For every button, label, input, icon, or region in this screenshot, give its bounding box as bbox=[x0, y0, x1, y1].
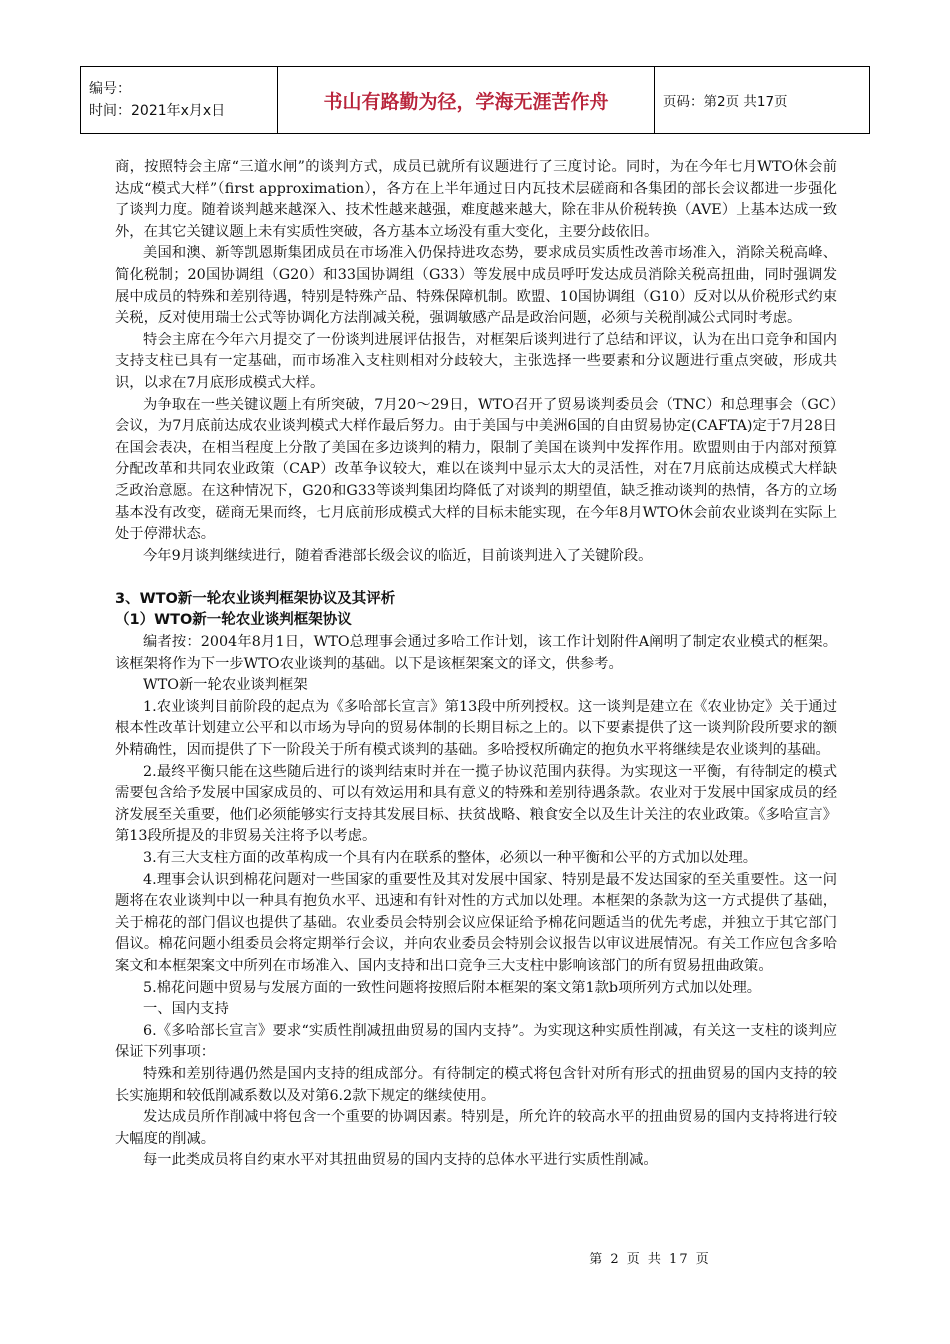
paragraph: 编者按：2004年8月1日，WTO总理事会通过多哈工作计划，该工作计划附件A阐明了制定农业模式的框架。该框架将作为下一步WTO农业谈判的基础。以下是该框架案文的译文，供参考。 bbox=[115, 634, 837, 672]
document-number-label: 编号： bbox=[89, 81, 131, 97]
paragraph: 特殊和差别待遇仍然是国内支持的组成部分。有待制定的模式将包含针对所有形式的扭曲贸易的国内支持的较长实施期和较低削减系数以及对第6.2款下规定的继续使用。 bbox=[115, 1065, 837, 1104]
header-page-label: 页码：第2页 共17页 bbox=[655, 67, 870, 134]
section-heading: 3、WTO新一轮农业谈判框架协议及其评析 bbox=[115, 590, 396, 607]
document-body bbox=[115, 157, 837, 1172]
paragraph: 5.棉花问题中贸易与发展方面的一致性问题将按照后附本框架的案文第1款b项所列方式加以处理。 bbox=[143, 979, 762, 996]
paragraph: 特会主席在今年六月提交了一份谈判进展评估报告，对框架后谈判进行了总结和评议，认为在出口竞争和国内支持支柱已具有一定基础，而市场准入支柱则相对分歧较大，主张选择一些要素和分议题进行重点突破，形成共识，以求在7月底形成模式大样。 bbox=[115, 331, 837, 391]
page-footer: 第 2 页 共 17 页 bbox=[589, 1252, 711, 1267]
paragraph: 商，按照特会主席“三道水闸”的谈判方式，成员已就所有议题进行了三度讨论。同时，为在今年七月WTO休会前达成“模式大样”（first approximation），各方在上半年通过日内瓦技术层磋商和各集团的部长会议都进一步强化了谈判力度。随着谈判越来越深入、技术性越来越强，难度越来越大，除在非从价税转换（AVE）上基本达成一致外，在其它关键议题上未有实质性突破，各方基本立场没有重大变化，主要分歧依旧。 bbox=[115, 159, 837, 240]
paragraph: 发达成员所作削减中将包含一个重要的协调因素。特别是，所允许的较高水平的扭曲贸易的国内支持将进行较大幅度的削减。 bbox=[115, 1109, 837, 1147]
paragraph: 每一此类成员将自约束水平对其扭曲贸易的国内支持的总体水平进行实质性削减。 bbox=[143, 1152, 658, 1169]
paragraph: 为争取在一些关键议题上有所突破，7月20～29日，WTO召开了贸易谈判委员会（TNC）和总理事会（GC）会议，为7月底前达成农业谈判模式大样作最后努力。由于美国与中美洲6国的自由贸易协定(CAFTA)定于7月28日在国会表决，在相当程度上分散了美国在多边谈判的精力，限制了美国在谈判中发挥作用。欧盟则由于内部对预算分配改革和共同农业政策（CAP）改革争议较大，难以在谈判中显示太大的灵活性，对在7月底前达成模式大样缺乏政治意愿。在这种情况下，G20和G33等谈判集团均降低了对谈判的期望值，缺乏推动谈判的热情，各方的立场基本没有改变，磋商无果而终，七月底前形成模式大样的目标未能实现，在今年8月WTO休会前农业谈判在实际上处于停滞状态。 bbox=[115, 396, 837, 543]
paragraph: 6.《多哈部长宣言》要求“实质性削减扭曲贸易的国内支持”。为实现这种实质性削减，有关这一支柱的谈判应保证下列事项： bbox=[115, 1022, 837, 1061]
document-time-label: 时间：2021年x月x日 bbox=[89, 103, 226, 119]
paragraph: 今年9月谈判继续进行，随着香港部长级会议的临近，目前谈判进入了关键阶段。 bbox=[143, 547, 653, 564]
paragraph: WTO新一轮农业谈判框架 bbox=[143, 677, 308, 694]
paragraph: 美国和澳、新等凯恩斯集团成员在市场准入仍保持进攻态势，要求成员实质性改善市场准入，消除关税高峰、简化税制；20国协调组（G20）和33国协调组（G33）等发展中成员呼吁发达成员消除关税高扭曲，同时强调发展中成员的特殊和差别待遇，特别是特殊产品、特殊保障机制。欧盟、10国协调组（G10）反对以从价税形式约束关税，反对使用瑞士公式等协调化方法削减关税，强调敏感产品是政治问题，必须与关税削减公式同时考虑。 bbox=[115, 245, 837, 327]
header-table bbox=[80, 66, 870, 134]
paragraph: 3.有三大支柱方面的改革构成一个具有内在联系的整体，必须以一种平衡和公平的方式加以处理。 bbox=[143, 850, 758, 866]
spacer bbox=[115, 567, 837, 589]
paragraph: 一、国内支持 bbox=[143, 1001, 229, 1018]
paragraph: 1.农业谈判目前阶段的起点为《多哈部长宣言》第13段中所列授权。这一谈判是建立在《农业协定》关于通过根本性改革计划建立公平和以市场为导向的贸易体制的长期目标之上的。以下要素提供了这一谈判阶段所要求的额外精确性，因而提供了下一阶段关于所有模式谈判的基础。多哈授权所确定的抱负水平将继续是农业谈判的基础。 bbox=[115, 698, 837, 759]
paragraph: 4.理事会认识到棉花问题对一些国家的重要性及其对发展中国家、特别是最不发达国家的至关重要性。这一问题将在农业谈判中以一种具有抱负水平、迅速和有针对性的方式加以处理。本框架的条款为这一方式提供了基础，关于棉花的部门倡议也提供了基础。农业委员会特别会议应保证给予棉花问题适当的优先考虑，并独立于其它部门倡议。棉花问题小组委员会将定期举行会议，并向农业委员会特别会议报告以审议进展情况。有关工作应包含多哈案文和本框架案文中所列在市场准入、国内支持和出口竞争三大支柱中影响该部门的所有贸易扭曲政策。 bbox=[115, 871, 837, 974]
paragraph: 2.最终平衡只能在这些随后进行的谈判结束时并在一揽子协议范围内获得。为实现这一平衡，有待制定的模式需要包含给予发展中国家成员的、可以有效运用和具有意义的特殊和差别待遇条款。农业对于发展中国家成员的经济发展至关重要，他们必须能够实行支持其发展目标、扶贫战略、粮食安全以及生计关注的农业政策。《多哈宣言》第13段所提及的非贸易关注将予以考虑。 bbox=[115, 763, 837, 845]
subsection-heading: （1）WTO新一轮农业谈判框架协议 bbox=[115, 612, 352, 629]
header-meta-cell bbox=[81, 67, 278, 134]
header-motto: 书山有路勤为径，学海无涯苦作舟 bbox=[278, 67, 655, 134]
